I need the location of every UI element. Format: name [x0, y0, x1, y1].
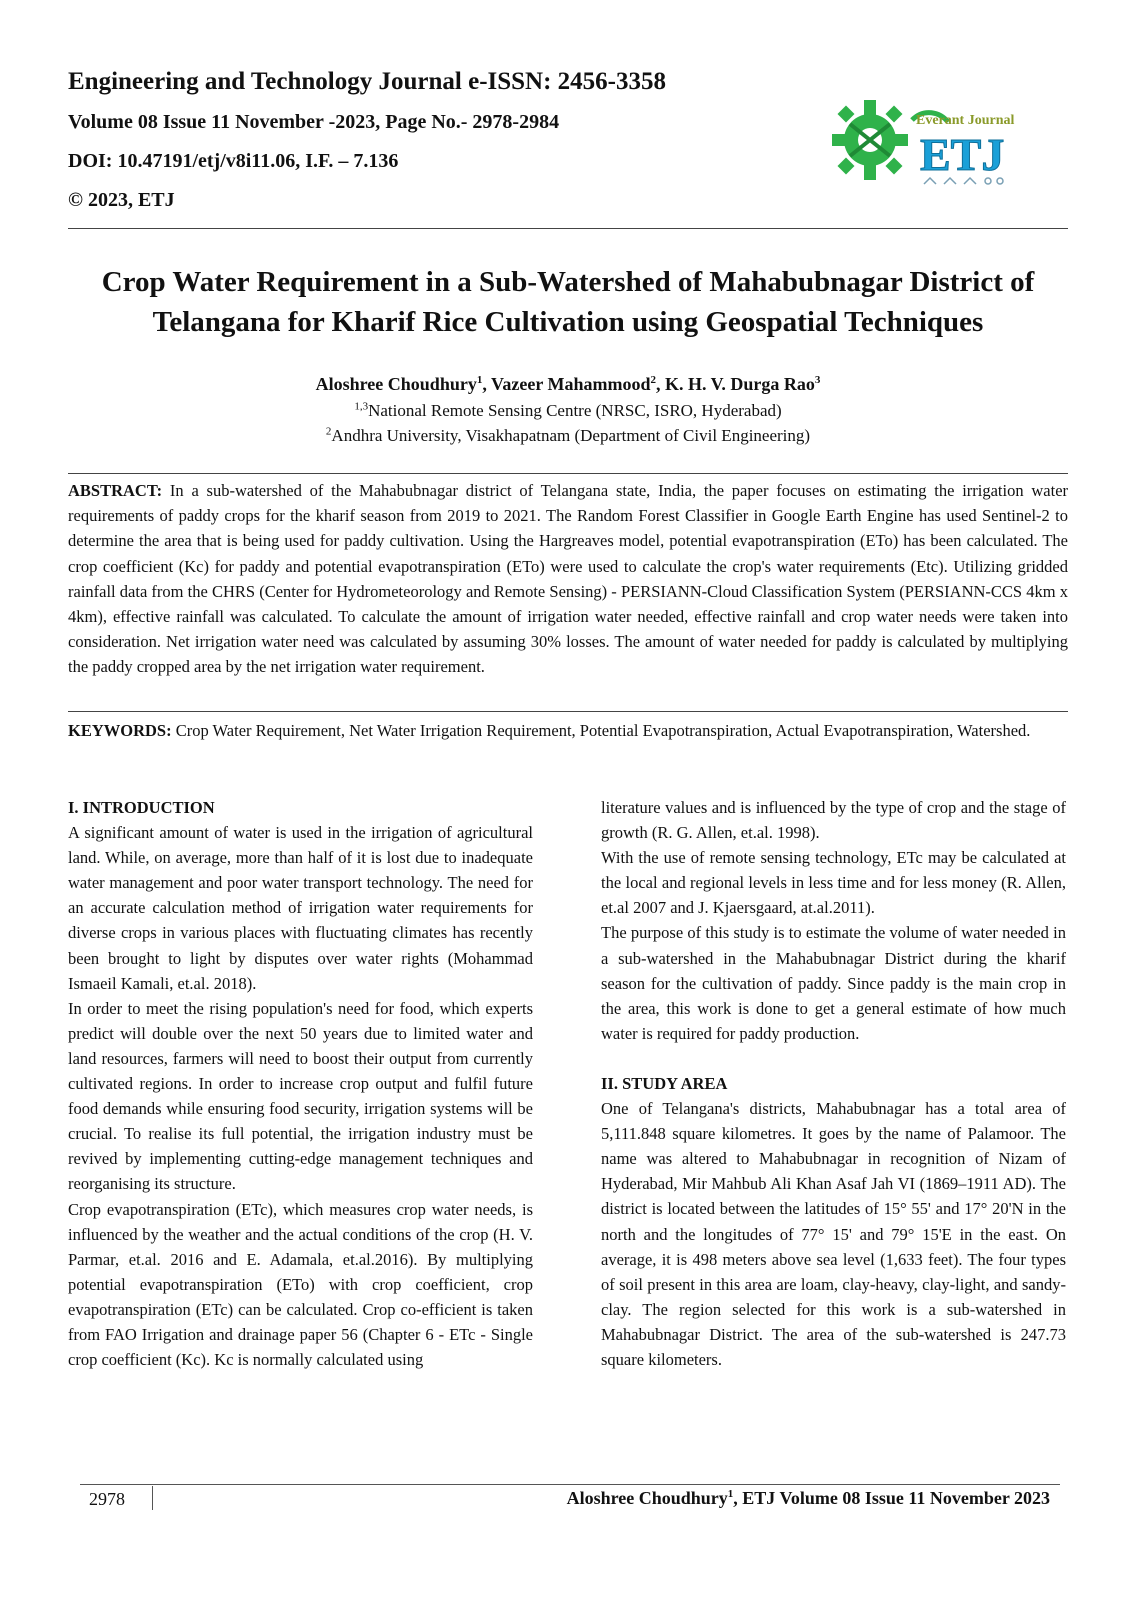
affiliation-2: [68, 425, 1068, 447]
journal-title: Engineering and Technology Journal e-ISSN: 2456-3358: [68, 68, 667, 95]
right-column: [601, 795, 1066, 1372]
abstract: [68, 478, 1068, 680]
affiliation-text: National Remote Sensing Centre (NRSC, ISRO, Hyderabad): [368, 401, 782, 420]
affiliation-sup: 1,3: [354, 400, 369, 413]
etj-logo: [828, 94, 1028, 198]
keywords-label: KEYWORDS:: [68, 721, 172, 740]
footer-citation: [567, 1488, 1050, 1509]
keywords: [68, 718, 1068, 743]
author-separator: ,: [482, 374, 492, 394]
intro-paragraph-1: A significant amount of water is used in the irrigation of agricultural land. While, on average, more than half of it is lost due to inadequate water management and poor water transport technology. The need for an accurate calculation method of irrigation water requirements for diverse crops in various places with fluctuating climates has recently been brought to light by disputes over water rights (Mohammad Ismaeil Kamali, et.al. 2018).: [68, 823, 533, 993]
study-area-paragraph-1: One of Telangana's districts, Mahabubnagar has a total area of 5,111.848 square kilometres. It goes by the name of Palamoor. The name was altered to Mahabubnagar in recognition of Nizam of Hyderabad, Mir Mahbub Ali Khan Asaf Jah VI (1869–1911 AD). The district is located between the latitudes of 15° 55' and 17° 20'N in the north and the longitudes of 77° 15' and 79° 15'E in the east. On average, it is 498 meters above sea level (1,633 feet). The four types of soil present in this area are loam, clay-heavy, clay-light, and sandy-clay. The region selected for this work is a sub-watershed in Mahabubnagar District. The area of the sub-watershed is 247.73 square kilometers.: [601, 1099, 1066, 1369]
header-divider: [68, 228, 1068, 229]
keywords-text: Crop Water Requirement, Net Water Irrigation Requirement, Potential Evapotranspiration, Actual Evapotranspiration, Watershed.: [175, 721, 1031, 740]
logo-text-main: ETJ: [920, 129, 1005, 180]
intro-paragraph-5: With the use of remote sensing technology, ETc may be calculated at the local and regional levels in less time and for less money (R. Allen, et.al 2007 and J. Kjaersgaard, at.al.2011).: [601, 848, 1066, 918]
footer-author-sup: 1: [727, 1488, 734, 1500]
author-name: Aloshree Choudhury: [315, 374, 477, 394]
author-sup: 3: [814, 374, 821, 386]
journal-header: [68, 64, 768, 227]
study-area-heading: II. STUDY AREA: [601, 1073, 728, 1093]
copyright-line: © 2023, ETJ: [68, 189, 175, 211]
doi-line: DOI: 10.47191/etj/v8i11.06, I.F. – 7.136: [68, 150, 399, 172]
footer-divider: [80, 1484, 1060, 1485]
footer-author: Aloshree Choudhury: [566, 1488, 728, 1508]
logo-text-top: Everant Journal: [916, 113, 1015, 128]
abstract-text: In a sub-watershed of the Mahabubnagar district of Telangana state, India, the paper focuses on estimating the irrigation water requirements of paddy crops for the kharif season from 2019 to 2021. The Random Forest Classifier in Google Earth Engine has used Sentinel-2 to determine the area that is being used for paddy cultivation. Using the Hargreaves model, potential evapotranspiration (ETo) has been calculated. The crop coefficient (Kc) for paddy and potential evapotranspiration (ETo) were used to calculate the crop's water requirements (Etc). Utilizing gridded rainfall data from the CHRS (Center for Hydrometeorology and Remote Sensing) - PERSIANN-Cloud Classification System (PERSIANN-CCS 4km x 4km), effective rainfall was calculated. To calculate the amount of irrigation water needed, effective rainfall and crop water needs were taken into consideration. Net irrigation water need was calculated by assuming 30% losses. The amount of water needed for paddy is calculated by multiplying the paddy cropped area by the net irrigation water requirement.: [68, 481, 1069, 677]
footer-separator: [152, 1486, 153, 1510]
paper-title-line-1: Crop Water Requirement in a Sub-Watershed of Mahabubnagar District of: [101, 266, 1035, 298]
intro-paragraph-6: The purpose of this study is to estimate the volume of water needed in a sub-watershed in the Mahabubnagar District during the kharif season for the cultivation of paddy. Since paddy is the main crop in the area, this work is done to get a general estimate of how much water is required for paddy production.: [601, 923, 1066, 1043]
author-name: K. H. V. Durga Rao: [665, 374, 815, 394]
abstract-bottom-divider: [68, 711, 1068, 712]
introduction-heading: I. INTRODUCTION: [68, 798, 215, 817]
volume-line: Volume 08 Issue 11 November -2023, Page No.- 2978-2984: [68, 111, 560, 133]
abstract-top-divider: [68, 473, 1068, 474]
affiliation-text: Andhra University, Visakhapatnam (Department of Civil Engineering): [331, 426, 811, 445]
affiliation-sup: 2: [325, 425, 332, 438]
author-sup: 1: [476, 374, 483, 386]
page-number: 2978: [89, 1489, 125, 1509]
intro-paragraph-3: Crop evapotranspiration (ETc), which measures crop water needs, is influenced by the weather and the actual conditions of the crop (H. V. Parmar, et.al. 2016 and E. Adamala, et.al.2016). By multiplying potential evapotranspiration (ETo) with crop coefficient, crop evapotranspiration (ETc) can be calculated. Crop co-efficient is taken from FAO Irrigation and drainage paper 56 (Chapter 6 - ETc - Single crop coefficient (Kc). Kc is normally calculated using: [68, 1199, 533, 1370]
intro-paragraph-4: literature values and is influenced by the type of crop and the stage of growth (R. G. Allen, et.al. 1998).: [601, 798, 1066, 843]
intro-paragraph-2: In order to meet the rising population's need for food, which experts predict will double over the next 50 years due to limited water and land resources, farmers will need to boost their output from currently cultivated regions. In order to increase crop output and fulfil future food demands while ensuring food security, irrigation systems will be crucial. To realise its full potential, the irrigation industry must be revived by implementing cutting-edge management techniques and reorganising its structure.: [68, 998, 533, 1194]
section-gap: [601, 1046, 1066, 1071]
paper-title: [68, 262, 1068, 342]
affiliation-1: [68, 400, 1068, 422]
author-sup: 2: [650, 374, 656, 386]
left-column: [68, 795, 533, 1372]
paper-title-line-2: Telangana for Kharif Rice Cultivation using Geospatial Techniques: [152, 306, 984, 338]
author-name: Vazeer Mahammood: [491, 374, 651, 394]
abstract-label: ABSTRACT:: [68, 481, 163, 500]
footer-citation-text: , ETJ Volume 08 Issue 11 November 2023: [733, 1488, 1050, 1508]
author-list: [68, 373, 1068, 395]
author-separator: ,: [656, 374, 665, 394]
